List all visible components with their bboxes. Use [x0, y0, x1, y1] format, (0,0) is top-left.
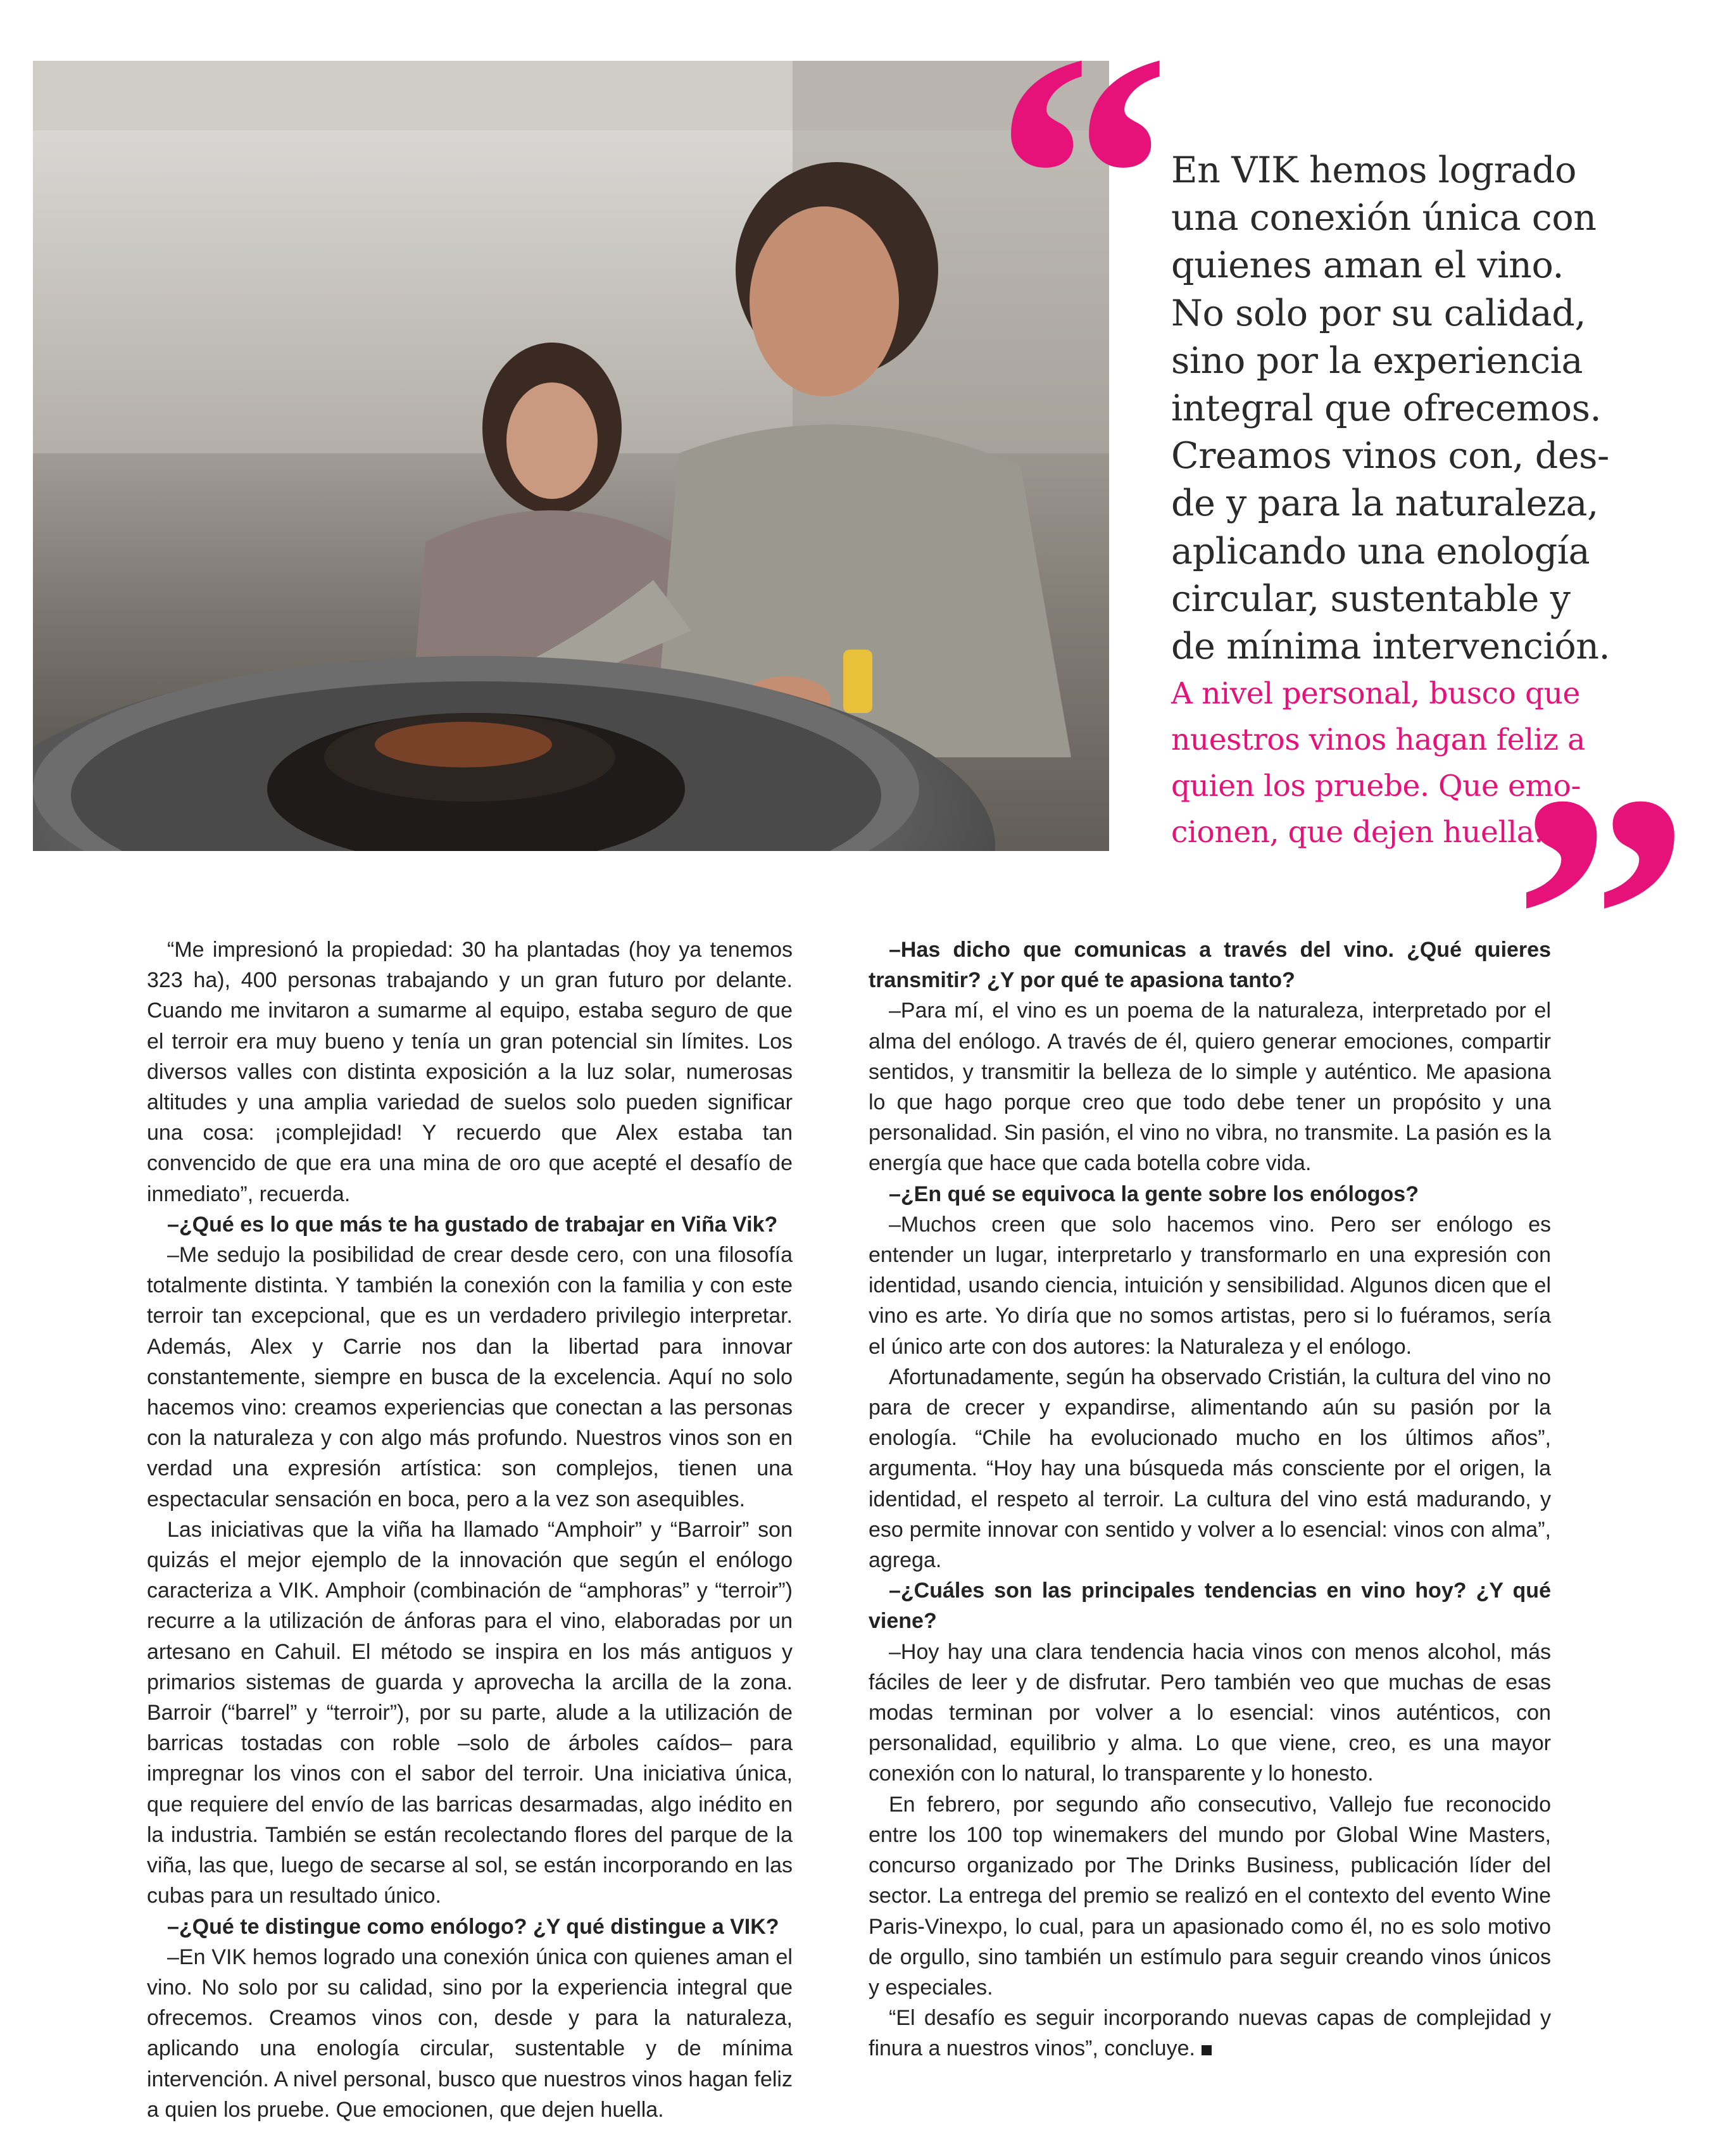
- pull-quote: [1171, 147, 1608, 855]
- paragraph: “Me impresionó la propiedad: 30 ha plantadas (hoy ya tenemos 323 ha), 400 personas trabajando y un gran futuro por delante. Cuando me invitaron a sumarme al equipo, estaba seguro de que el terroir era muy bueno y tenía un gran potencial sin límites. Los diversos valles con distinta exposición a la luz solar, numerosas altitudes y una amplia variedad de suelos solo pueden significar una cosa: ¡complejidad! Y recuerdo que Alex estaba tan convencido de que era una mina de oro que acepté el desafío de inmediato”, recuerda.: [147, 938, 793, 1206]
- closing-paragraph: [869, 2003, 1551, 2064]
- pull-quote-line: circular, sustentable y: [1171, 577, 1571, 620]
- pull-quote-pink-line: cionen, que dejen huella.: [1171, 815, 1543, 850]
- pull-quote-line: Creamos vinos con, des-: [1171, 435, 1609, 477]
- left-column: [147, 935, 793, 2125]
- open-quote-mark: “: [994, 0, 1171, 374]
- closing-text: “El desafío es seguir incorporando nuevas capas de complejidad y finura a nuestros vinos”, concluye.: [869, 2006, 1551, 2061]
- article-photo: [33, 61, 1109, 851]
- paragraph: –Me sedujo la posibilidad de crear desde cero, con una filosofía totalmente distinta. Y también la conexión con la familia y con este terroir tan excepcional, que es un verdadero privilegio interpretar. Además, Alex y Carrie nos dan la libertad para innovar constantemente, siempre en busca de la excelencia. Aquí no solo hacemos vino: creamos experiencias que conectan a las personas con la naturaleza y con algo más profundo. Nuestros vinos son en verdad una expresión artística: son complejos, tienen una espectacular sensación en boca, pero a la vez son asequibles.: [147, 1243, 793, 1511]
- paragraph: Las iniciativas que la viña ha llamado “Amphoir” y “Barroir” son quizás el mejor ejemplo de la innovación que según el enólogo caracteriza a VIK. Amphoir (combinación de “amphoras” y “terroir”) recurre a la utilización de ánforas para el vino, elaboradas por un artesano en Cahuil. El método se inspira en los más antiguos y primarios sistemas de guarda y aprovecha la arcilla de la zona. Barroir (“barrel” y “terroir”), por su parte, alude a la utilización de barricas tostadas con roble –solo de árboles caídos– para impregnar los vinos con el sabor del terroir. Una iniciativa única, que requiere del envío de las barricas desarmadas, algo inédito en la industria. También se están recolectando flores del parque de la viña, las que, luego de secarse al sol, se están incorporando en las cubas para un resultado único.: [147, 1517, 793, 1908]
- pull-quote-line: de y para la naturaleza,: [1171, 482, 1598, 525]
- pull-quote-line: En VIK hemos logrado: [1171, 149, 1577, 191]
- pull-quote-line: de mínima intervención.: [1171, 626, 1610, 668]
- paragraph: En febrero, por segundo año consecutivo, Vallejo fue reconocido entre los 100 top winemakers del mundo por Global Wine Masters, concurso organizado por The Drinks Business, publicación líder del sector. La entrega del premio se realizó en el contexto del evento Wine Paris-Vinexpo, lo cual, para un apasionado como él, no es solo motivo de orgullo, sino también un estímulo para seguir creando vinos únicos y especiales.: [869, 1792, 1551, 2000]
- paragraph: Afortunadamente, según ha observado Cristián, la cultura del vino no para de crecer y expandirse, alimentando aún su pasión por la enología. “Chile ha evolucionado mucho en los últimos años”, argumenta. “Hoy hay una búsqueda más consciente por el origen, la identidad, el respeto al terroir. La cultura del vino está madurando, y eso permite innovar con sentido y volver a lo esencial: vinos con alma”, agrega.: [869, 1365, 1551, 1573]
- pull-quote-pink-line: A nivel personal, busco que: [1171, 676, 1580, 712]
- pull-quote-line: aplicando una enología: [1171, 530, 1590, 572]
- paragraph: –Hoy hay una clara tendencia hacia vinos con menos alcohol, más fáciles de leer y de disfrutar. Pero también veo que muchas de esas modas terminan por volver a lo esencial: vinos auténticos, con personalidad, equilibrio y alma. Lo que viene, creo, es una mayor conexión con lo natural, lo transparente y lo honesto.: [869, 1639, 1551, 1786]
- paragraph: –Para mí, el vino es un poema de la naturaleza, interpretado por el alma del enólogo. A través de él, quiero generar emociones, compartir sentidos, y transmitir la belleza de lo simple y auténtico. Me apasiona lo que hago porque creo que todo debe tener un propósito y una personalidad. Sin pasión, el vino no vibra, no transmite. La pasión es la energía que hace que cada botella cobre vida.: [869, 999, 1551, 1176]
- interview-question: –Has dicho que comunicas a través del vino. ¿Qué quieres transmitir? ¿Y por qué te apasiona tanto?: [869, 938, 1551, 993]
- paragraph: –Muchos creen que solo hacemos vino. Pero ser enólogo es entender un lugar, interpretarlo y transformarlo en una expresión con identidad, usando ciencia, intuición y sensibilidad. Algunos dicen que el vino es arte. Yo diría que no somos artistas, pero si lo fuéramos, sería el único arte con dos autores: la Naturaleza y el enólogo.: [869, 1212, 1551, 1359]
- pull-quote-line: integral que ofrecemos.: [1171, 388, 1602, 430]
- pull-quote-pink-line: nuestros vinos hagan feliz a: [1171, 722, 1585, 758]
- pull-quote-line: quienes aman el vino.: [1171, 244, 1564, 287]
- pull-quote-line: No solo por su calidad,: [1171, 292, 1586, 334]
- end-of-article-mark: [1202, 2045, 1212, 2055]
- right-column: [869, 935, 1551, 2064]
- interview-question: –¿En qué se equivoca la gente sobre los enólogos?: [889, 1182, 1419, 1206]
- interview-question: –¿Cuáles son las principales tendencias en vino hoy? ¿Y qué viene?: [869, 1579, 1551, 1634]
- photo-illustration: [33, 61, 1109, 851]
- pull-quote-line: una conexión única con: [1171, 197, 1597, 239]
- close-quote-mark: ”: [1513, 722, 1690, 1114]
- interview-question: –¿Qué te distingue como enólogo? ¿Y qué distingue a VIK?: [167, 1914, 779, 1939]
- pull-quote-pink-line: quien los pruebe. Que emo-: [1171, 769, 1581, 804]
- pull-quote-line: sino por la experiencia: [1171, 339, 1583, 382]
- paragraph: –En VIK hemos logrado una conexión única con quienes aman el vino. No solo por su calidad, sino por la experiencia integral que ofrecemos. Creamos vinos con, desde y para la naturaleza, aplicando una enología circular, sustentable y de mínima intervención. A nivel personal, busco que nuestros vinos hagan feliz a quien los pruebe. Que emocionen, que dejen huella.: [147, 1945, 793, 2122]
- interview-question: –¿Qué es lo que más te ha gustado de trabajar en Viña Vik?: [167, 1212, 778, 1237]
